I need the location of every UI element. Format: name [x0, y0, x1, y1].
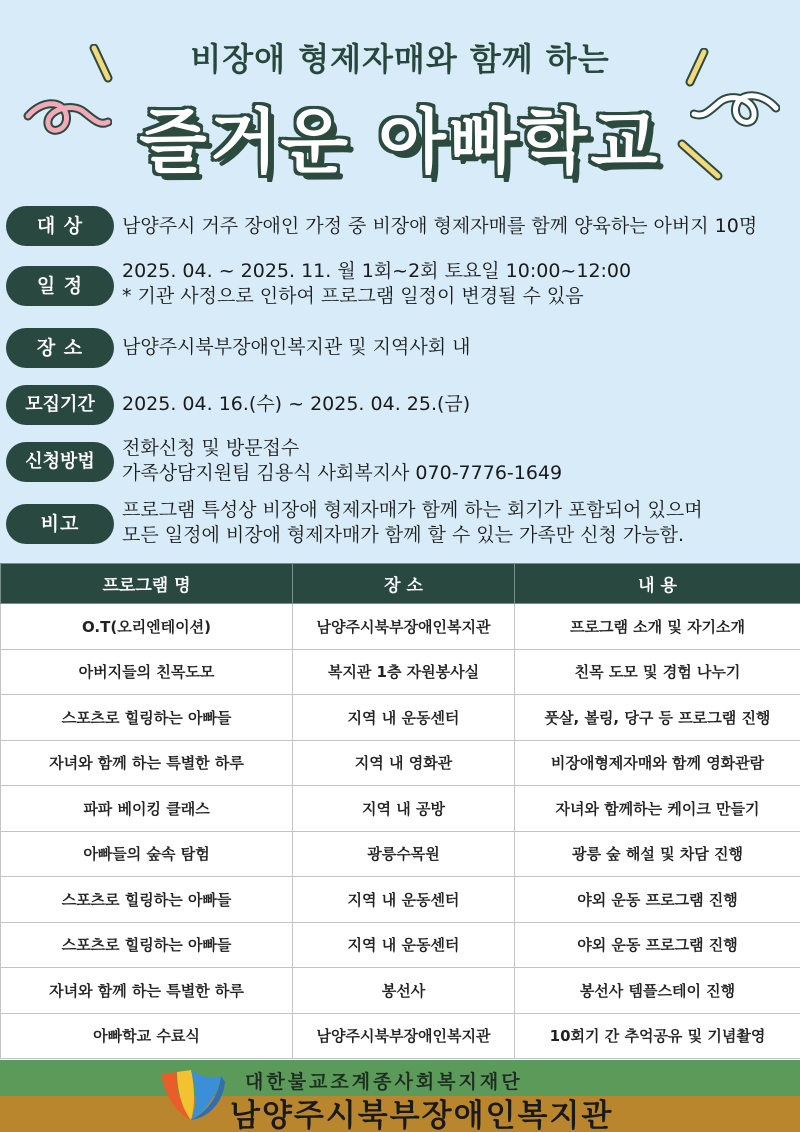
cell-program: 스포츠로 힐링하는 아빠들 [1, 922, 293, 968]
info-line: 남양주시북부장애인복지관 및 지역사회 내 [122, 336, 471, 358]
info-line: 모든 일정에 비장애 형제자매가 함께 할 수 있는 가족만 신청 가능함. [122, 524, 684, 546]
cell-place: 봉선사 [293, 968, 515, 1014]
poster-subtitle: 비장애 형제자매와 함께 하는 [190, 40, 610, 78]
cell-place: 지역 내 공방 [293, 786, 515, 832]
poster-header [0, 0, 800, 560]
cell-content: 야외 운동 프로그램 진행 [515, 922, 800, 968]
table-row [1, 877, 800, 923]
cell-place: 지역 내 운동센터 [293, 695, 515, 741]
info-label: 장 소 [6, 328, 114, 368]
info-label: 신청방법 [6, 442, 114, 482]
cell-place: 지역 내 운동센터 [293, 922, 515, 968]
cell-program: 스포츠로 힐링하는 아빠들 [1, 695, 293, 741]
info-line: 프로그램 특성상 비장애 형제자매가 함께 하는 회기가 포함되어 있으며 [122, 499, 703, 521]
cell-program: 아버지들의 친목도모 [1, 649, 293, 695]
info-line: 가족상담지원팀 김용식 사회복지사 070-7776-1649 [122, 462, 563, 484]
cell-place: 광릉수목원 [293, 831, 515, 877]
cell-program: 자녀와 함께 하는 특별한 하루 [1, 968, 293, 1014]
cell-program: O.T(오리엔테이션) [1, 604, 293, 650]
cell-place: 지역 내 운동센터 [293, 877, 515, 923]
info-label: 비고 [6, 504, 114, 544]
table-row [1, 786, 800, 832]
cell-place: 남양주시북부장애인복지관 [293, 604, 515, 650]
table-row [1, 649, 800, 695]
cell-program: 스포츠로 힐링하는 아빠들 [1, 877, 293, 923]
table-row [1, 968, 800, 1014]
info-line: 2025. 04. 16.(수) ~ 2025. 04. 25.(금) [122, 393, 471, 415]
footer-center-name: 남양주시북부장애인복지관 [230, 1098, 614, 1132]
cell-content: 봉선사 템플스테이 진행 [515, 968, 800, 1014]
info-line: 전화신청 및 방문접수 [122, 437, 300, 459]
info-value [122, 259, 631, 309]
column-header-place: 장 소 [293, 564, 515, 604]
poster-title: 즐거운 아빠학교 [139, 101, 661, 183]
footer-banner [0, 1060, 800, 1132]
cell-content: 자녀와 함께하는 케이크 만들기 [515, 786, 800, 832]
info-value [122, 392, 470, 417]
table-row [1, 922, 800, 968]
cell-content: 야외 운동 프로그램 진행 [515, 877, 800, 923]
column-header-program: 프로그램 명 [1, 564, 293, 604]
info-label: 일 정 [6, 266, 114, 306]
info-label: 모집기간 [6, 385, 114, 425]
cell-program: 파파 베이킹 클래스 [1, 786, 293, 832]
cell-content: 친목 도모 및 경험 나누기 [515, 649, 800, 695]
cell-place: 복지관 1층 자원봉사실 [293, 649, 515, 695]
cell-program: 아빠학교 수료식 [1, 1013, 293, 1059]
info-value [122, 214, 757, 239]
info-line: 남양주시 거주 장애인 가정 중 비장애 형제자매를 함께 양육하는 아버지 10명 [122, 215, 758, 237]
table-header-row [1, 564, 800, 604]
cell-content: 비장애형제자매와 함께 영화관람 [515, 740, 800, 786]
info-line: * 기관 사정으로 인하여 프로그램 일정이 변경될 수 있음 [122, 285, 584, 307]
info-value [122, 335, 471, 360]
cell-place: 지역 내 영화관 [293, 740, 515, 786]
info-value [122, 436, 562, 486]
table-row [1, 695, 800, 741]
info-label: 대 상 [6, 206, 114, 246]
footer-foundation-name: 대한불교조계종사회복지재단 [245, 1071, 523, 1093]
table-row [1, 831, 800, 877]
cell-content: 프로그램 소개 및 자기소개 [515, 604, 800, 650]
cell-content: 10회기 간 추억공유 및 기념촬영 [515, 1013, 800, 1059]
foundation-logo-icon [155, 1066, 227, 1126]
column-header-content: 내 용 [515, 564, 800, 604]
program-table [0, 563, 800, 1060]
cell-place: 남양주시북부장애인복지관 [293, 1013, 515, 1059]
cell-program: 자녀와 함께 하는 특별한 하루 [1, 740, 293, 786]
cell-content: 풋살, 볼링, 당구 등 프로그램 진행 [515, 695, 800, 741]
info-line: 2025. 04. ~ 2025. 11. 월 1회~2회 토요일 10:00~12:00 [122, 260, 632, 282]
info-value [122, 498, 703, 548]
table-row [1, 740, 800, 786]
table-row [1, 604, 800, 650]
cell-content: 광릉 숲 해설 및 차담 진행 [515, 831, 800, 877]
table-row [1, 1013, 800, 1059]
cell-program: 아빠들의 숲속 탐험 [1, 831, 293, 877]
